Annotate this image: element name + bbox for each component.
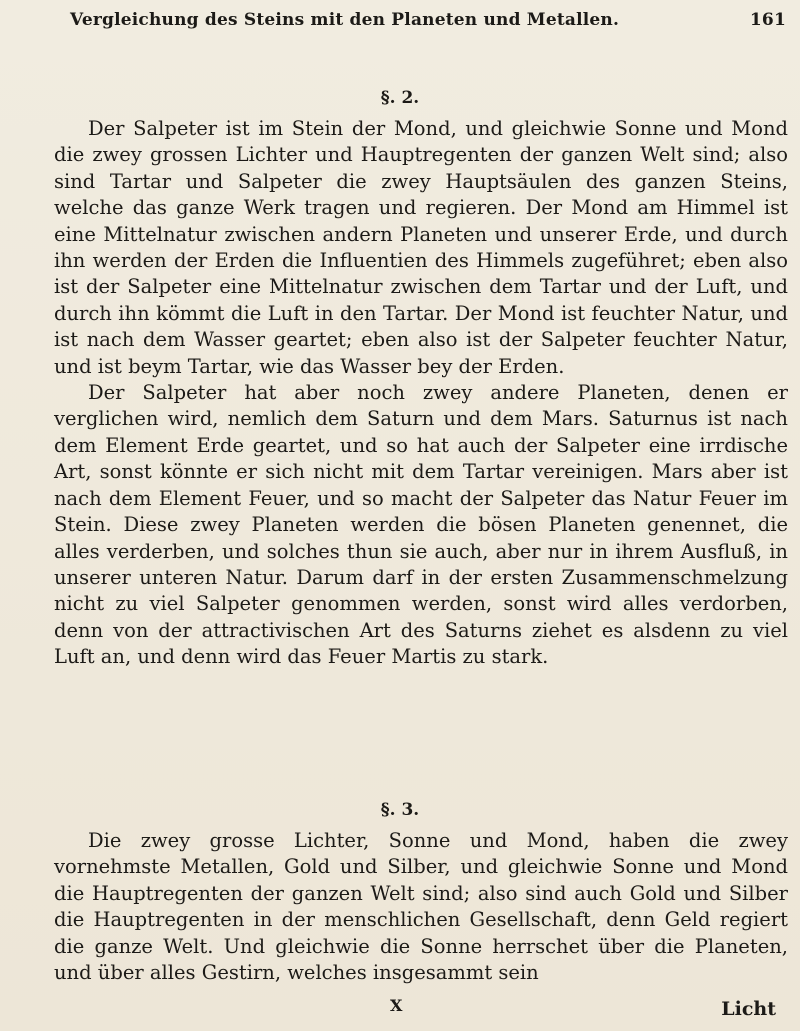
running-title: Vergleichung des Steins mit den Planeten und Metallen. bbox=[70, 10, 620, 30]
section-mark-3: §. 3. bbox=[380, 800, 420, 820]
paragraph: Die zwey grosse Lichter, Sonne und Mond, haben die zwey vornehmste Metallen, Gold und Silber, und gleichwie Sonne und Mond die Hauptregenten der ganzen Welt sind; also sind auch Gold und Silber die Hauptregenten in der menschlichen Gesellschaft, denn Geld regiert die ganze Welt. Und gleichwie die Sonne herrschet über die Planeten, und über alles Gestirn, welches insgesammt sein bbox=[54, 829, 788, 985]
running-head bbox=[70, 10, 790, 40]
page-number: 161 bbox=[749, 10, 786, 30]
signature-mark: X bbox=[390, 996, 403, 1015]
paragraph: Der Salpeter ist im Stein der Mond, und gleichwie Sonne und Mond die zwey grossen Lichter und Hauptregenten der ganzen Welt sind; also sind Tartar und Salpeter die zwey Hauptsäulen des ganzen Steins, welche das ganze Werk tragen und regieren. Der Mond am Himmel ist eine Mittelnatur zwischen andern Planeten und unserer Erde, und durch ihn werden der Erden die Influentien des Himmels zugeführet; eben also ist der Salpeter eine Mittelnatur zwischen dem Tartar und der Luft, und durch ihn kömmt die Luft in den Tartar. Der Mond ist feuchter Natur, und ist nach dem Wasser geartet; eben also ist der Salpeter feuchter Natur, und ist beym Tartar, wie das Wasser bey der Erden. bbox=[54, 117, 788, 378]
catchword: Licht bbox=[721, 998, 776, 1020]
section-mark-2: §. 2. bbox=[380, 88, 420, 108]
section-2-body bbox=[54, 116, 788, 671]
section-3-body bbox=[54, 828, 788, 986]
paragraph: Der Salpeter hat aber noch zwey andere Planeten, denen er verglichen wird, nemlich dem Saturn und dem Mars. Saturnus ist nach dem Element Erde geartet, und so hat auch der Salpeter eine irrdische Art, sonst könnte er sich nicht mit dem Tartar vereinigen. Mars aber ist nach dem Element Feuer, und so macht der Salpeter das Natur Feuer im Stein. Diese zwey Planeten werden die bösen Planeten genennet, die alles verderben, und solches thun sie auch, aber nur in ihrem Ausfluß, in unserer unteren Natur. Darum darf in der ersten Zusammenschmelzung nicht zu viel Salpeter genommen werden, sonst wird alles verdorben, denn von der attractivischen Art des Saturns ziehet es alsdenn zu viel Luft an, und denn wird das Feuer Martis zu stark. bbox=[54, 381, 788, 669]
